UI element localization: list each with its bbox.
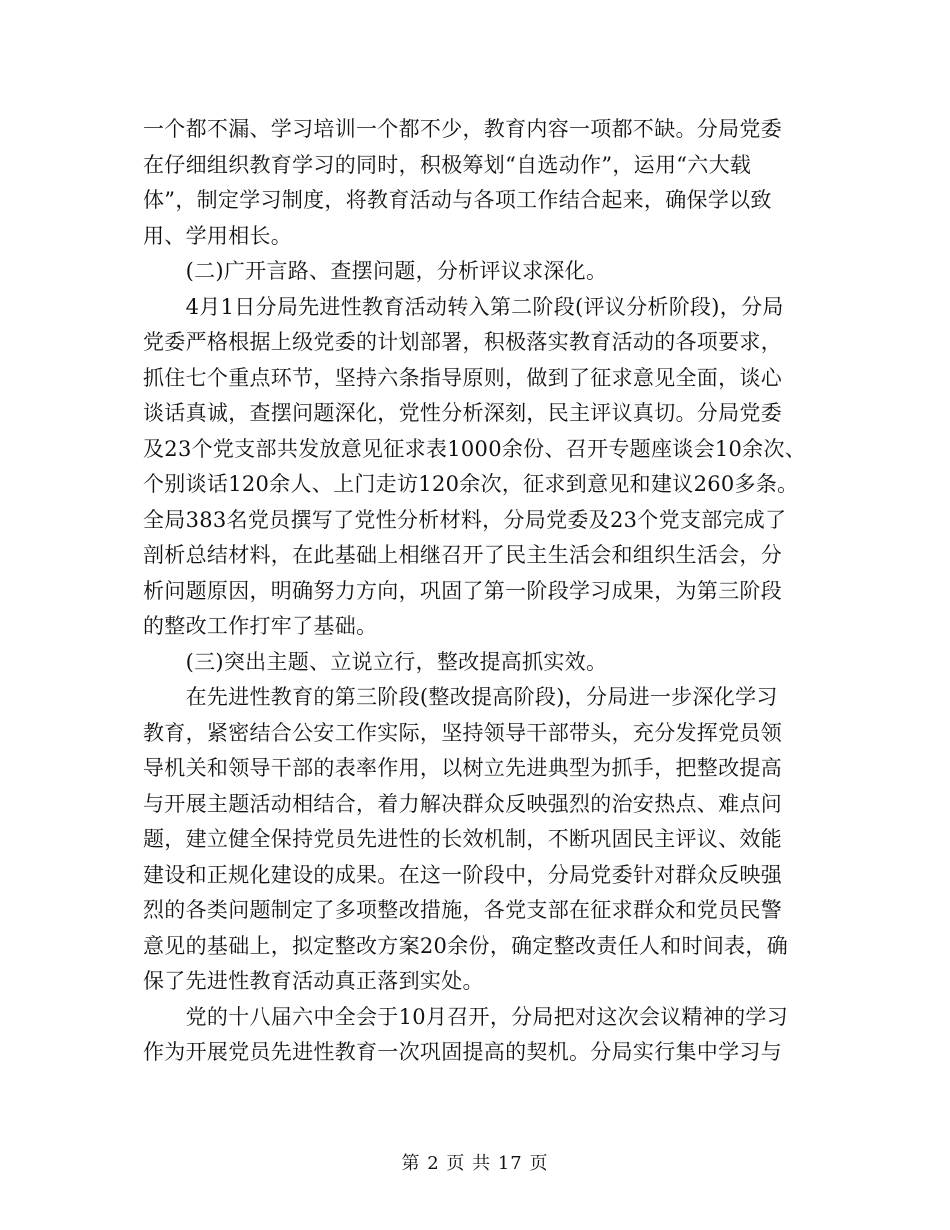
text-line: 党的十八届六中全会于10月召开，分局把对这次会议精神的学习 (143, 1004, 789, 1029)
text-line: 用、学用相长。 (143, 223, 293, 248)
page-number-footer: 第 2 页 共 17 页 (401, 1153, 549, 1174)
text-line: 在先进性教育的第三阶段(整改提高阶段)，分局进一步深化学习 (143, 685, 778, 709)
text-line: 抓住七个重点环节，坚持六条指导原则，做到了征求意见全面，谈心 (143, 365, 782, 390)
document-body (143, 112, 815, 1071)
text-line: 剖析总结材料，在此基础上相继召开了民主生活会和组织生活会，分 (143, 543, 782, 567)
section-heading: (三)突出主题、立说立行，整改提高抓实效。 (143, 649, 608, 674)
text-line: 一个都不漏、学习培训一个都不少，教育内容一项都不缺。分局党委 (143, 117, 782, 141)
text-line: 析问题原因，明确努力方向，巩固了第一阶段学习成果，为第三阶段 (143, 578, 782, 603)
text-line: 作为开展党员先进性教育一次巩固提高的契机。分局实行集中学习与 (143, 1040, 782, 1064)
text-line: 教育，紧密结合公安工作实际，坚持领导干部带头，充分发挥党员领 (143, 720, 782, 745)
text-line: 党委严格根据上级党委的计划部署，积极落实教育活动的各项要求， (143, 330, 782, 354)
section-heading: (二)广开言路、查摆问题，分析评议求深化。 (143, 259, 608, 283)
text-line: 建设和正规化建设的成果。在这一阶段中，分局党委针对群众反映强 (143, 862, 782, 887)
text-line: 在仔细组织教育学习的同时，积极筹划“自选动作”，运用“六大载 (143, 152, 752, 177)
text-line: 体”，制定学习制度，将教育活动与各项工作结合起来，确保学以致 (143, 188, 772, 212)
text-line: 烈的各类问题制定了多项整改措施，各党支部在征求群众和党员民警 (143, 898, 782, 922)
text-line: 与开展主题活动相结合，着力解决群众反映强烈的治安热点、难点问 (143, 791, 782, 816)
text-line: 及23个党支部共发放意见征求表1000余份、召开专题座谈会10余次、 (143, 436, 807, 461)
text-line: 谈话真诚，查摆问题深化，党性分析深刻，民主评议真切。分局党委 (143, 401, 782, 425)
text-line: 意见的基础上，拟定整改方案20余份，确定整改责任人和时间表，确 (143, 933, 789, 958)
text-line: 个别谈话120余人、上门走访120余次，征求到意见和建议260多条。 (143, 472, 799, 496)
text-line: 全局383名党员撰写了党性分析材料，分局党委及23个党支部完成了 (143, 507, 787, 532)
text-line: 保了先进性教育活动真正落到实处。 (143, 969, 484, 993)
text-line: 的整改工作打牢了基础。 (143, 614, 378, 638)
text-line: 导机关和领导干部的表率作用，以树立先进典型为抓手，把整改提高 (143, 756, 782, 780)
text-line: 题，建立健全保持党员先进性的长效机制，不断巩固民主评议、效能 (143, 827, 782, 851)
text-line: 4月1日分局先进性教育活动转入第二阶段(评议分析阶段)，分局 (143, 294, 784, 319)
